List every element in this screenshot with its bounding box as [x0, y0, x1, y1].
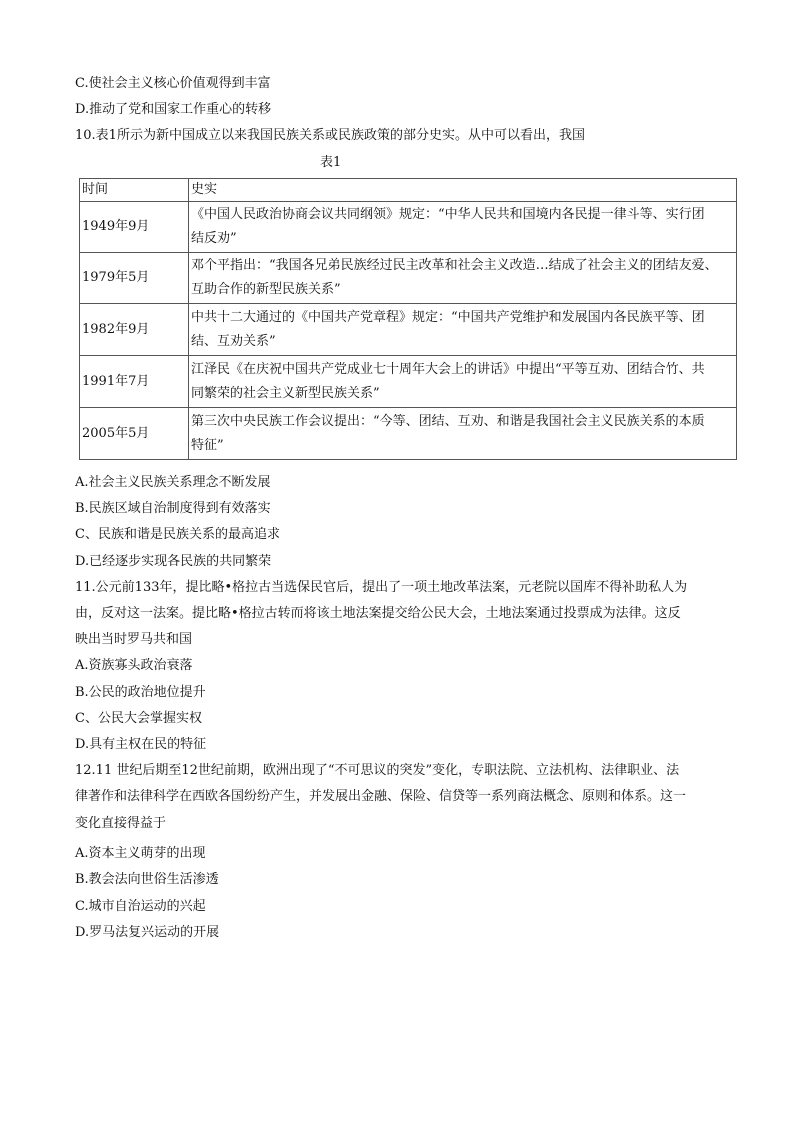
- table-row: [80, 304, 737, 356]
- q10-stem: 10.表1所示为新中国成立以来我国民族关系或民族政策的部分史实。从中可以看出，我国: [75, 128, 585, 143]
- row-fact: 江泽民《在庆祝中国共产党成业七十周年大会上的讲话》中提出“平等互劝、团结合竹、共 同繁荣的社会主义新型民族关系”: [189, 356, 737, 408]
- q11-option-d: D.具有主权在民的特征: [75, 737, 207, 752]
- q11-stem-line-1: 11.公元前133年，提比略•格拉古当选保民官后，提出了一项土地改革法案，元老院以国库不得补助私人为: [75, 580, 688, 595]
- table-row: [80, 253, 737, 304]
- q9-option-d: D.推动了党和国家工作重心的转移: [75, 102, 272, 117]
- q12-stem-line-1: 12.11 世纪后期至12世纪前期，欧洲出现了“不可思议的突发”变化，专职法院、立法机构、法律职业、法: [75, 763, 680, 778]
- q10-option-b: B.民族区域自治制度得到有效落实: [75, 501, 271, 516]
- row-time: 1949年9月: [80, 202, 189, 253]
- q12-option-a: A.资本主义萌芽的出现: [75, 846, 206, 861]
- table-row: [80, 408, 737, 460]
- table-caption: 表1: [320, 155, 342, 170]
- q11-option-c: C、公民大会掌握实权: [75, 711, 202, 726]
- row-fact: 《中国人民政治协商会议共同纲领》规定：“中华人民共和国境内各民提一律斗等、实行团 结反劝”: [189, 202, 737, 253]
- q12-option-b: B.教会法向世俗生活渗透: [75, 872, 219, 887]
- q10-option-d: D.已经逐步实现各民族的共同繁荣: [75, 554, 272, 569]
- q11-option-b: B.公民的政治地位提升: [75, 685, 206, 700]
- q10-option-c: C、民族和谐是民族关系的最高追求: [75, 527, 280, 542]
- row-fact: 邓个平指出：“我国各兄弟民族经过民主改革和社会主义改造…结成了社会主义的团结友爱、 互助合作的新型民族关系”: [189, 253, 737, 304]
- q10-option-a: A.社会主义民族关系理念不断发展: [75, 475, 271, 490]
- header-time: 时间: [80, 179, 189, 202]
- q12-stem-line-3: 变化直接得益于: [75, 816, 167, 831]
- q12-option-d: D.罗马法复兴运动的开展: [75, 925, 220, 940]
- row-time: 1991年7月: [80, 356, 189, 408]
- row-time: 2005年5月: [80, 408, 189, 460]
- table-header-row: [80, 179, 737, 202]
- q11-option-a: A.资族寡头政治衰落: [75, 658, 193, 673]
- table-row: [80, 356, 737, 408]
- history-table: [79, 178, 737, 460]
- header-fact: 史实: [189, 179, 737, 202]
- q11-stem-line-2: 由，反对这一法案。提比略•格拉古转而将该土地法案提交给公民大会，土地法案通过投票成为法律。这反: [75, 606, 681, 621]
- q11-stem-line-3: 映出当时罗马共和国: [75, 632, 193, 647]
- q9-option-c: C.使社会主义核心价值观得到丰富: [75, 76, 271, 91]
- q12-option-c: C.城市自治运动的兴起: [75, 899, 206, 914]
- row-time: 1979年5月: [80, 253, 189, 304]
- q12-stem-line-2: 律著作和法律科学在西欧各国纷纷产生，并发展出金融、保险、信贷等一系列商法概念、原则和体系。这一: [75, 789, 687, 804]
- row-fact: 第三次中央民族工作会议提出：“今等、团结、互劝、和谐是我国社会主义民族关系的本质 特征”: [189, 408, 737, 460]
- row-fact: 中共十二大通过的《中国共产党章程》规定：“中国共产党维护和发展国内各民族平等、团 结、互劝关系”: [189, 304, 737, 356]
- row-time: 1982年9月: [80, 304, 189, 356]
- table-row: [80, 202, 737, 253]
